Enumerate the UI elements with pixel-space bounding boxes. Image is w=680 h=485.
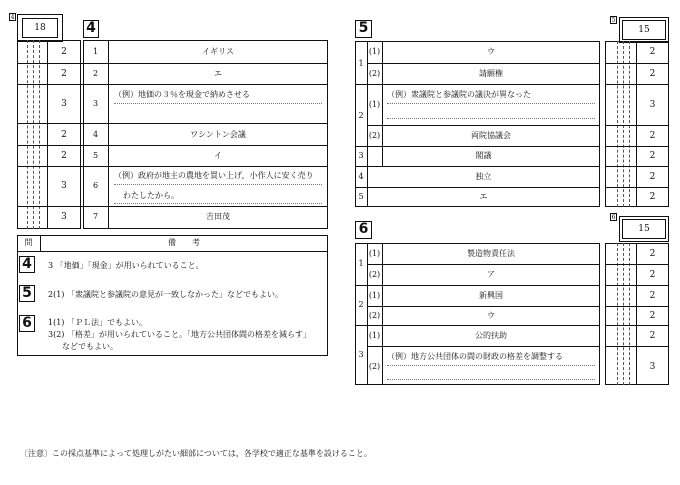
answer-text: （例）地価の３％を現金で納めさせる — [114, 90, 250, 99]
main-number: 2 — [358, 111, 364, 120]
notes-header-title: 備 考 — [168, 238, 200, 247]
answer-text: イギリス — [202, 47, 234, 56]
points: 2 — [649, 331, 656, 341]
total-score: 15 — [638, 25, 650, 35]
answer-text: 両院協議会 — [471, 131, 511, 140]
total-score: 18 — [34, 23, 46, 33]
row-number: 5 — [92, 151, 99, 160]
points: 2 — [61, 69, 67, 79]
main-number: 3 — [358, 151, 364, 160]
note-text: 2(1) 「衆議院と参議院の意見が一致しなかった」などでもよい。 — [48, 290, 283, 299]
row-number: 2 — [92, 69, 99, 78]
points: 3 — [61, 212, 67, 222]
answer-text: （例）衆議院と参議院の議決が異なった — [387, 90, 531, 99]
answer-text: （例）政府が地主の農地を買い上げ，小作人に安く売り — [114, 171, 314, 180]
answer-table-5 — [355, 41, 600, 207]
answer-text: 公的扶助 — [475, 331, 507, 340]
footer-note: 〔注意〕この採点基準によって処理しがたい細部については，各学校で適正な基準を設けること。 — [20, 449, 372, 458]
answer-text: エ — [479, 192, 488, 201]
score-tag: 6 — [611, 214, 616, 221]
note-question-6: 6 — [19, 315, 35, 332]
main-number: 1 — [358, 259, 364, 268]
answer-text: 閣議 — [475, 151, 492, 160]
points: 2 — [649, 249, 656, 259]
row-number: 1 — [92, 47, 99, 56]
points: 2 — [649, 192, 656, 202]
main-number: 1 — [358, 59, 364, 68]
main-number: 3 — [358, 350, 364, 359]
question-number-5: 5 — [355, 20, 372, 38]
main-number: 5 — [358, 192, 364, 201]
sub-number: (1) — [368, 249, 381, 258]
points: 2 — [61, 151, 67, 161]
note-text: 3 「地価」「現金」が用いられていること。 — [48, 261, 204, 270]
answer-text: ウ — [487, 311, 495, 320]
main-number: 2 — [358, 300, 364, 309]
sub-number: (1) — [368, 291, 381, 300]
answer-text: ア — [487, 270, 495, 279]
answer-text: イ — [214, 151, 222, 160]
answer-text: 製造物責任法 — [467, 249, 515, 258]
points: 3 — [649, 362, 656, 372]
answer-text: エ — [214, 69, 222, 78]
total-score: 15 — [638, 224, 650, 234]
answer-text: 独立 — [475, 172, 492, 181]
note-question-4: 4 — [19, 256, 35, 273]
sub-number: (2) — [368, 270, 381, 279]
row-number: 4 — [92, 130, 99, 139]
question-number-4: 4 — [83, 20, 99, 38]
sub-number: (2) — [368, 131, 381, 140]
main-number: 4 — [358, 172, 364, 181]
sub-number: (1) — [368, 331, 381, 340]
sub-number: (2) — [368, 69, 381, 78]
row-number: 6 — [92, 181, 99, 190]
row-number: 3 — [92, 99, 99, 108]
points: 2 — [61, 47, 67, 57]
points: 2 — [649, 311, 656, 321]
points: 2 — [649, 131, 656, 141]
note-question-5: 5 — [19, 285, 35, 302]
points: 2 — [649, 291, 656, 301]
sub-number: (1) — [368, 100, 381, 109]
answer-text: 吉田茂 — [206, 212, 230, 221]
answer-text: ウ — [487, 47, 495, 56]
row-number: 7 — [92, 212, 99, 221]
question-number-6: 6 — [355, 221, 372, 239]
sub-number: (2) — [368, 311, 381, 320]
points: 2 — [649, 151, 656, 161]
points: 3 — [61, 99, 67, 109]
points: 3 — [61, 181, 67, 191]
answer-text: （例）地方公共団体の間の財政の格差を調整する — [387, 352, 563, 361]
points: 2 — [649, 69, 656, 79]
points-column — [605, 41, 669, 207]
note-text: 3(2) 「格差」が用いられていること。「地方公共団体間の格差を減らす」 — [48, 330, 311, 339]
points: 2 — [649, 172, 656, 182]
answer-text: ワシントン会議 — [190, 130, 246, 139]
note-text: などでもよい。 — [62, 342, 118, 351]
points: 3 — [649, 100, 656, 110]
points: 2 — [61, 130, 67, 140]
sub-number: (2) — [368, 362, 381, 371]
note-text: 1(1) 「ＰＬ法」でもよい。 — [48, 318, 147, 327]
sub-number: (1) — [368, 47, 381, 56]
answer-text: 請願権 — [479, 69, 503, 78]
notes-header-question: 問 — [24, 238, 33, 247]
answer-text: 新興国 — [479, 291, 503, 300]
answer-text: わたしたから。 — [123, 191, 179, 200]
score-tag: 4 — [10, 14, 15, 21]
points: 2 — [649, 270, 656, 280]
score-tag: 5 — [611, 17, 616, 24]
points: 2 — [649, 47, 656, 57]
